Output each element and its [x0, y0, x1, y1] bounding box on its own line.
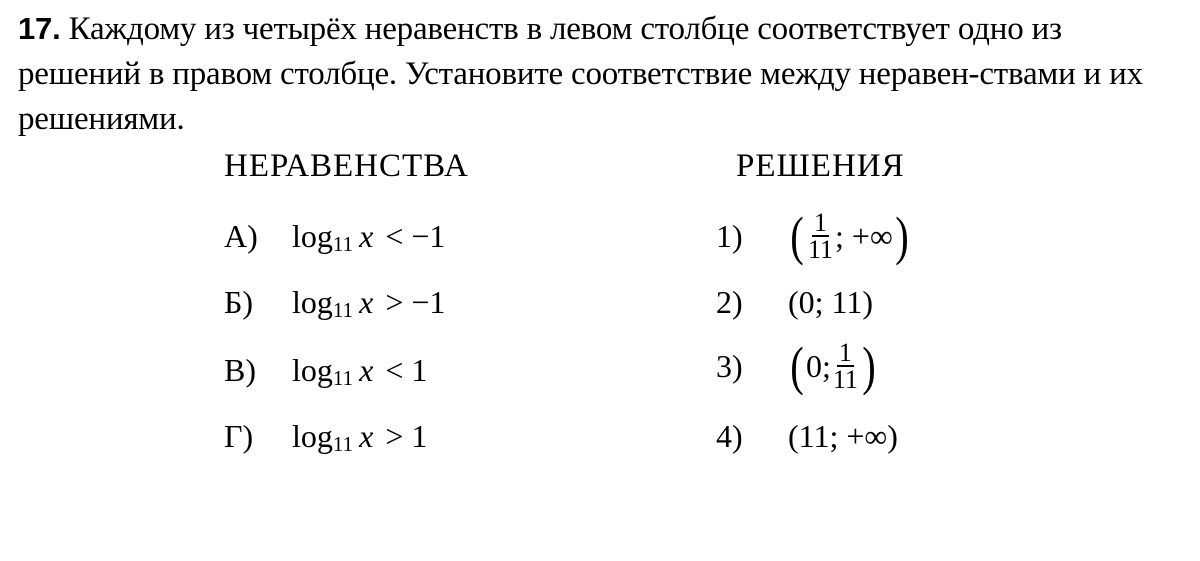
inequality-g: [224, 418, 427, 455]
log-base: 11: [332, 298, 354, 322]
solution-1: [716, 206, 911, 266]
inequality-v: [224, 352, 427, 389]
fraction: [808, 210, 833, 262]
inequality-label: А): [224, 218, 258, 254]
inequalities-heading: НЕРАВЕНСТВА: [224, 148, 469, 184]
open-paren: (: [790, 336, 804, 396]
solution-label: 4): [716, 418, 743, 454]
fraction-denominator: 11: [832, 365, 858, 394]
open-paren: (: [790, 206, 804, 266]
solution-4: [716, 418, 898, 455]
log-base: 11: [332, 232, 354, 256]
fraction-numerator: 1: [838, 338, 852, 367]
interval-head: 0;: [805, 347, 831, 384]
inequality-a: [224, 218, 445, 255]
task-text: Каждому из четырёх неравенств в левом столбце соответствует одно из решений в правом столбце. Установите соответствие между неравен-ствами и их решениями.: [18, 11, 1143, 137]
close-paren: ): [862, 336, 876, 396]
log-word: log: [292, 352, 333, 388]
inequality-label: В): [224, 352, 256, 388]
fraction-denominator: 11: [807, 235, 834, 264]
fraction: [833, 340, 858, 392]
inequality-b: [224, 284, 445, 321]
inequality-label: Г): [224, 418, 254, 454]
task-number: 17.: [18, 11, 61, 46]
solution-label: 3): [716, 347, 743, 384]
solutions-heading: РЕШЕНИЯ: [736, 148, 905, 184]
relation: < −1: [385, 218, 446, 254]
solution-3: [716, 336, 878, 396]
relation: < 1: [385, 352, 428, 388]
interval: (0; 11): [788, 284, 874, 320]
variable-x: x: [359, 284, 374, 320]
interval-tail: ; +∞: [835, 217, 893, 254]
solution-2: [716, 284, 873, 321]
task-statement: [18, 6, 1168, 142]
fraction-numerator: 1: [814, 208, 827, 237]
log-base: 11: [332, 366, 354, 390]
variable-x: x: [359, 218, 374, 254]
variable-x: x: [359, 352, 374, 388]
interval: (11; +∞): [788, 418, 898, 454]
log-word: log: [292, 418, 333, 454]
solution-label: 2): [716, 284, 743, 320]
log-base: 11: [332, 432, 354, 456]
inequality-label: Б): [224, 284, 254, 320]
relation: > −1: [385, 284, 446, 320]
close-paren: ): [895, 206, 909, 266]
variable-x: x: [359, 418, 374, 454]
solution-label: 1): [716, 217, 743, 254]
log-word: log: [292, 218, 333, 254]
log-word: log: [292, 284, 333, 320]
relation: > 1: [385, 418, 428, 454]
